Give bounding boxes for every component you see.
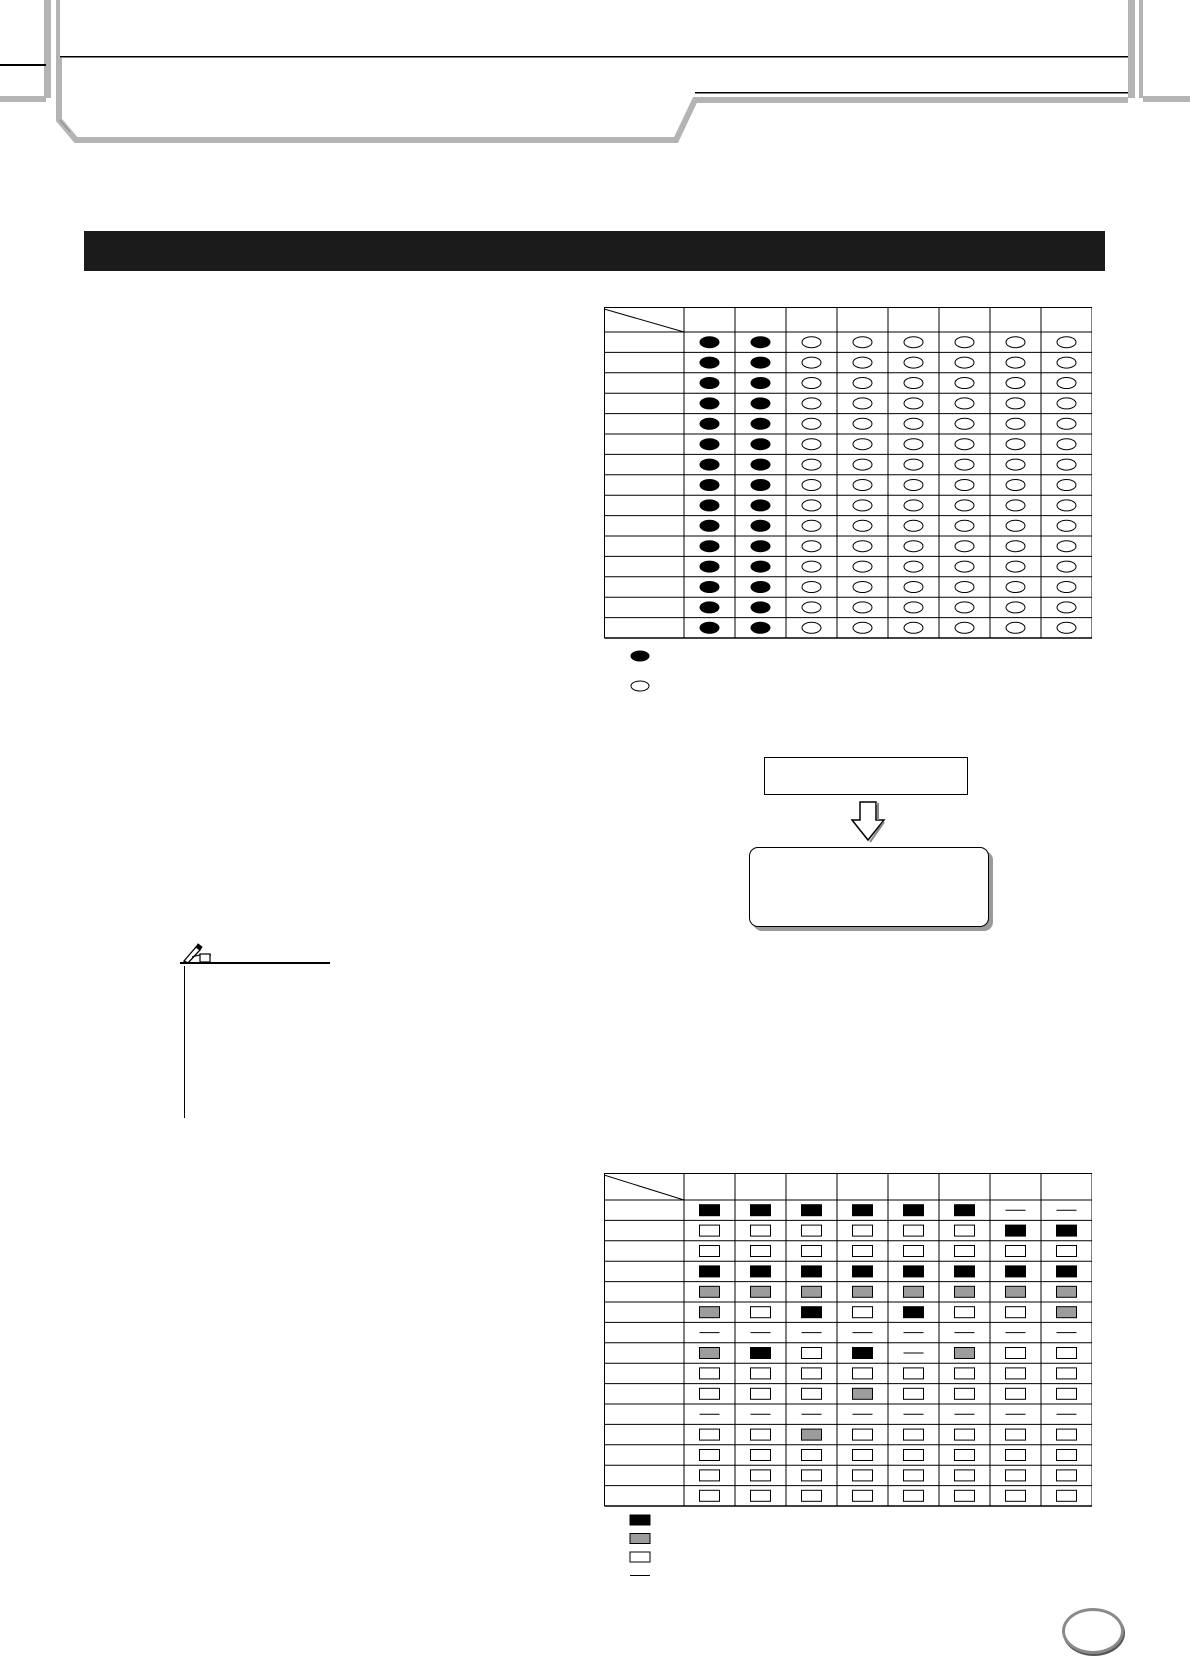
open-oval-marker [1057,561,1076,572]
white-box-marker [700,1246,720,1257]
white-box-marker [751,1368,771,1379]
open-oval-marker [1057,622,1076,633]
flow-result-box [749,847,989,927]
open-oval-marker [1057,500,1076,511]
white-box-marker [700,1490,720,1501]
open-oval-marker [1057,439,1076,450]
filled-oval-marker [700,500,719,511]
filled-oval-marker [700,337,719,348]
white-box-marker [1057,1246,1077,1257]
black-box-marker [700,1266,720,1277]
white-box-marker [955,1388,975,1399]
filled-oval-marker [700,357,719,368]
filled-oval-marker [700,561,719,572]
legend-top [620,645,660,695]
white-box-marker [904,1368,924,1379]
black-box-marker [1057,1225,1077,1236]
page-number-badge [1062,1608,1124,1654]
black-box-marker [853,1205,873,1216]
filled-oval-marker [751,398,770,409]
open-oval-marker [1006,561,1025,572]
filled-oval-marker [700,520,719,531]
open-oval-marker [904,520,923,531]
white-box-marker [802,1225,822,1236]
header-frame [0,0,1190,160]
pencil-note-icon [180,942,214,964]
open-oval-marker [1006,582,1025,593]
white-box-marker [751,1429,771,1440]
open-oval-marker [904,459,923,470]
black-box-marker [853,1266,873,1277]
open-oval-marker [853,459,872,470]
open-oval-marker [904,439,923,450]
filled-oval-marker [700,418,719,429]
section-heading-bar [84,231,1105,271]
white-box-marker [1057,1429,1077,1440]
open-oval-marker [904,622,923,633]
open-oval-marker [802,337,821,348]
legend-bottom [620,1512,660,1592]
filled-oval-marker [700,398,719,409]
black-box-marker [802,1205,822,1216]
white-box-marker [1057,1490,1077,1501]
black-box-marker [1057,1266,1077,1277]
open-oval-marker [955,480,974,491]
open-oval-marker [853,398,872,409]
black-box-marker [904,1266,924,1277]
white-box-marker [853,1307,873,1318]
grey-box-marker [751,1286,771,1297]
white-box-marker [904,1225,924,1236]
table-top [604,307,1092,639]
grey-box-marker [802,1286,822,1297]
white-box-marker [751,1246,771,1257]
white-box-marker [802,1450,822,1461]
filled-oval-marker [751,459,770,470]
corner-diagonal [604,309,684,332]
open-oval-marker [955,439,974,450]
white-box-marker [1057,1368,1077,1379]
white-box-marker [1057,1388,1077,1399]
filled-oval-marker [751,357,770,368]
white-box-marker [751,1490,771,1501]
white-box-marker [904,1429,924,1440]
flow-source-box [764,757,968,795]
open-oval-marker [853,480,872,491]
open-oval-marker [802,418,821,429]
filled-oval-marker [700,459,719,470]
white-box-marker [1006,1368,1026,1379]
white-box-marker [700,1429,720,1440]
white-box-marker [853,1368,873,1379]
white-box-marker [751,1450,771,1461]
open-oval-marker [802,520,821,531]
open-oval-marker [904,378,923,389]
grey-box-marker [955,1286,975,1297]
open-oval-marker [1057,459,1076,470]
white-box-marker [1006,1470,1026,1481]
black-box-marker [955,1205,975,1216]
black-box-marker [751,1348,771,1359]
white-box-marker [700,1225,720,1236]
open-oval-marker [1057,398,1076,409]
filled-oval-marker [751,602,770,613]
open-oval-marker [853,357,872,368]
open-oval-marker [904,357,923,368]
filled-oval-marker [700,602,719,613]
black-box-marker [751,1205,771,1216]
open-oval-marker [955,561,974,572]
white-box-marker [802,1388,822,1399]
white-box-marker [700,1368,720,1379]
white-box-marker [853,1450,873,1461]
open-oval-marker [1006,500,1025,511]
white-box-marker [955,1246,975,1257]
white-box-marker [1006,1388,1026,1399]
open-oval-marker [955,520,974,531]
white-box-marker [955,1470,975,1481]
white-box-marker [802,1470,822,1481]
white-box-marker [751,1388,771,1399]
white-box-marker [853,1246,873,1257]
white-box-marker [700,1388,720,1399]
filled-oval-marker [751,520,770,531]
filled-oval-marker [700,582,719,593]
grey-box-marker [1057,1286,1077,1297]
black-box-marker [955,1266,975,1277]
open-oval-marker [802,602,821,613]
open-oval-marker [1006,622,1025,633]
white-box-marker [751,1307,771,1318]
filled-oval-marker [751,418,770,429]
black-box-marker [1006,1266,1026,1277]
white-box-marker [1006,1307,1026,1318]
grey-box-marker [630,1534,650,1544]
open-oval-marker [955,541,974,552]
open-oval-marker [955,398,974,409]
open-oval-marker [904,480,923,491]
open-oval-marker [802,459,821,470]
white-box-marker [904,1388,924,1399]
black-box-marker [802,1307,822,1318]
black-box-marker [1006,1225,1026,1236]
open-oval-marker [1006,480,1025,491]
legend-open-oval [631,681,649,691]
open-oval-marker [904,561,923,572]
open-oval-marker [955,459,974,470]
filled-oval-marker [751,337,770,348]
corner-diagonal [604,1175,684,1200]
filled-oval-marker [751,500,770,511]
filled-oval-marker [751,582,770,593]
grey-box-marker [700,1307,720,1318]
filled-oval-marker [700,439,719,450]
white-box-marker [1057,1348,1077,1359]
open-oval-marker [853,541,872,552]
black-box-marker [853,1348,873,1359]
open-oval-marker [802,398,821,409]
black-box-marker [802,1266,822,1277]
open-oval-marker [802,541,821,552]
open-oval-marker [1006,378,1025,389]
white-box-marker [904,1490,924,1501]
white-box-marker [700,1450,720,1461]
table-bottom [604,1173,1092,1509]
open-oval-marker [1057,337,1076,348]
white-box-marker [802,1490,822,1501]
open-oval-marker [955,582,974,593]
white-box-marker [802,1246,822,1257]
white-box-marker [955,1368,975,1379]
white-box-marker [1006,1450,1026,1461]
black-box-marker [700,1205,720,1216]
open-oval-marker [853,418,872,429]
white-box-marker [904,1246,924,1257]
open-oval-marker [853,520,872,531]
open-oval-marker [904,500,923,511]
white-box-marker [1006,1429,1026,1440]
grey-box-marker [802,1429,822,1440]
open-oval-marker [1057,418,1076,429]
open-oval-marker [1006,520,1025,531]
legend-filled-oval [631,651,649,661]
open-oval-marker [1057,480,1076,491]
black-box-marker [904,1307,924,1318]
open-oval-marker [904,602,923,613]
open-oval-marker [1006,418,1025,429]
open-oval-marker [1006,398,1025,409]
open-oval-marker [802,561,821,572]
open-oval-marker [853,622,872,633]
note-side-line [184,966,185,1118]
open-oval-marker [802,357,821,368]
open-oval-marker [955,418,974,429]
open-oval-marker [802,500,821,511]
open-oval-marker [802,439,821,450]
white-box-marker [1006,1348,1026,1359]
filled-oval-marker [751,439,770,450]
white-box-marker [955,1490,975,1501]
open-oval-marker [802,378,821,389]
white-box-marker [904,1450,924,1461]
open-oval-marker [955,337,974,348]
open-oval-marker [802,582,821,593]
filled-oval-marker [700,480,719,491]
open-oval-marker [1057,541,1076,552]
open-oval-marker [1057,602,1076,613]
white-box-marker [853,1225,873,1236]
white-box-marker [904,1470,924,1481]
open-oval-marker [1057,582,1076,593]
black-box-marker [751,1266,771,1277]
filled-oval-marker [700,378,719,389]
grey-box-marker [700,1348,720,1359]
grey-box-marker [955,1348,975,1359]
open-oval-marker [853,602,872,613]
white-box-marker [700,1470,720,1481]
black-box-marker [630,1515,650,1525]
filled-oval-marker [751,541,770,552]
white-box-marker [630,1552,650,1562]
open-oval-marker [802,622,821,633]
filled-oval-marker [700,541,719,552]
white-box-marker [751,1225,771,1236]
open-oval-marker [1006,439,1025,450]
open-oval-marker [1057,378,1076,389]
open-oval-marker [904,418,923,429]
white-box-marker [955,1429,975,1440]
white-box-marker [853,1429,873,1440]
filled-oval-marker [751,561,770,572]
white-box-marker [955,1450,975,1461]
white-box-marker [955,1307,975,1318]
filled-oval-marker [751,622,770,633]
open-oval-marker [853,582,872,593]
white-box-marker [955,1225,975,1236]
white-box-marker [1006,1246,1026,1257]
open-oval-marker [853,378,872,389]
open-oval-marker [1006,541,1025,552]
white-box-marker [751,1470,771,1481]
white-box-marker [853,1490,873,1501]
filled-oval-marker [700,622,719,633]
open-oval-marker [853,500,872,511]
open-oval-marker [955,378,974,389]
open-oval-marker [955,500,974,511]
grey-box-marker [853,1286,873,1297]
open-oval-marker [904,398,923,409]
open-oval-marker [955,357,974,368]
open-oval-marker [853,439,872,450]
grey-box-marker [1006,1286,1026,1297]
grey-box-marker [853,1388,873,1399]
open-oval-marker [904,582,923,593]
open-oval-marker [1006,602,1025,613]
open-oval-marker [1057,357,1076,368]
open-oval-marker [904,337,923,348]
open-oval-marker [853,561,872,572]
open-oval-marker [955,622,974,633]
white-box-marker [1057,1450,1077,1461]
down-arrow-icon [850,800,886,844]
white-box-marker [1057,1470,1077,1481]
open-oval-marker [1006,357,1025,368]
white-box-marker [853,1470,873,1481]
filled-oval-marker [751,480,770,491]
grey-box-marker [700,1286,720,1297]
filled-oval-marker [751,378,770,389]
white-box-marker [1006,1490,1026,1501]
grey-box-marker [1057,1307,1077,1318]
open-oval-marker [853,337,872,348]
open-oval-marker [1006,459,1025,470]
grey-box-marker [904,1286,924,1297]
open-oval-marker [955,602,974,613]
black-box-marker [904,1205,924,1216]
open-oval-marker [904,541,923,552]
white-box-marker [802,1368,822,1379]
open-oval-marker [802,480,821,491]
note-rule [180,962,330,964]
open-oval-marker [1006,337,1025,348]
white-box-marker [802,1348,822,1359]
open-oval-marker [1057,520,1076,531]
